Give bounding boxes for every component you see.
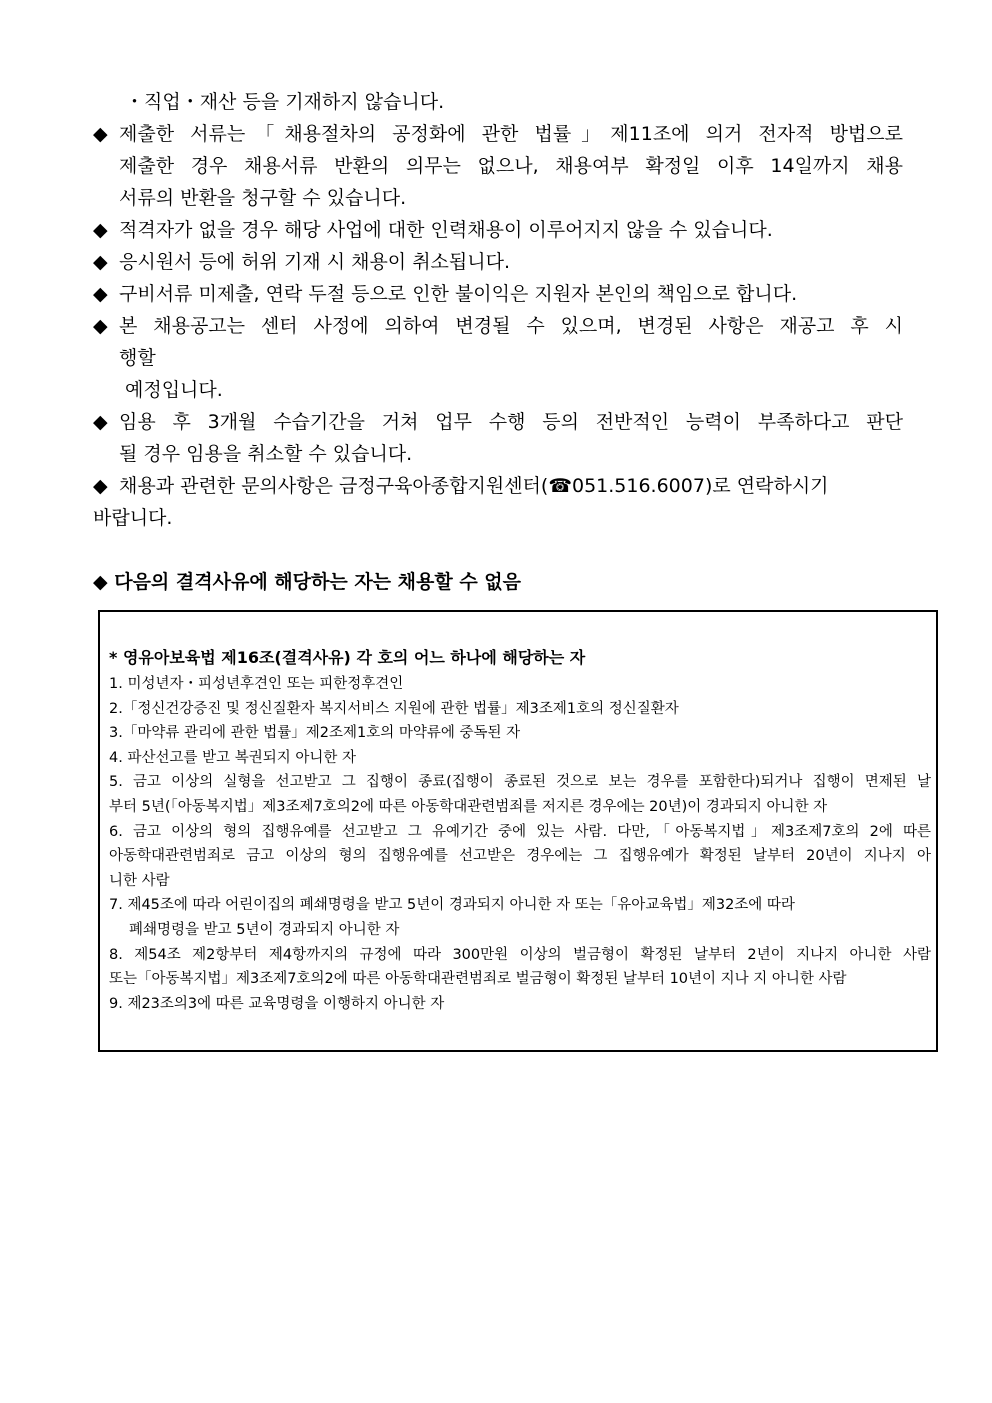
notice-item: ◆ 응시원서 등에 허위 기재 시 채용이 취소됩니다. [93,246,903,278]
notice-item: ◆ 구비서류 미제출, 연락 두절 등으로 인한 불이익은 지원자 본인의 책임으로 합니다. [93,278,903,310]
diamond-bullet-icon: ◆ [93,475,108,497]
notice-item: ◆ 제출한 서류는「채용절차의 공정화에 관한 법률」제11조에 의거 전자적 방법으로 [93,118,903,150]
list-item-cont: 니한 사람 [109,872,170,889]
notice-continuation: ・직업・재산 등을 기재하지 않습니다. [125,91,445,113]
notice-list [93,86,903,534]
list-item: 2.「정신건강증진 및 정신질환자 복지서비스 지원에 관한 법률」제3조제1호의 정신질환자 [109,700,679,717]
notice-item-cont: 제출한 경우 채용서류 반환의 의무는 없으나, 채용여부 확정일 이후 14일까지 채용 [119,155,903,177]
notice-item-cont: 서류의 반환을 청구할 수 있습니다. [119,187,407,209]
diamond-bullet-icon: ◆ [93,283,108,305]
diamond-bullet-icon: ◆ [93,123,108,145]
list-item: 6. 금고 이상의 형의 집행유예를 선고받고 그 유예기간 중에 있는 사람. 다만,「아동복지법」제3조제7호의 2에 따른 [109,823,931,840]
disqualification-content [109,644,931,1016]
notice-item-cont: 행할 [119,347,156,369]
notice-item: ◆ 본 채용공고는 센터 사정에 의하여 변경될 수 있으며, 변경된 사항은 재공고 후 시 [93,310,903,342]
disqualification-box [98,610,938,1052]
list-item-cont: 아동학대관련범죄로 금고 이상의 형의 집행유예를 선고받은 경우에는 그 집행유예가 확정된 날부터 20년이 지나지 아 [109,848,931,865]
list-item: 1. 미성년자・피성년후견인 또는 피한정후견인 [109,676,404,692]
notice-item: ◆ 임용 후 3개월 수습기간을 거쳐 업무 수행 등의 전반적인 능력이 부족하다고 판단 [93,406,903,438]
list-item-cont: 폐쇄명령을 받고 5년이 경과되지 아니한 자 [129,921,400,938]
diamond-bullet-icon: ◆ [93,315,108,337]
list-item: 4. 파산선고를 받고 복권되지 아니한 자 [109,749,356,766]
disqualification-heading: ◆ 다음의 결격사유에 해당하는 자는 채용할 수 없음 [93,571,521,593]
list-item: 3.「마약류 관리에 관한 법률」제2조제1호의 마약류에 중독된 자 [109,725,521,742]
list-item: 5. 금고 이상의 실형을 선고받고 그 집행이 종료(집행이 종료된 것으로 보는 경우를 포함한다)되거나 집행이 면제된 날 [109,774,931,791]
diamond-bullet-icon: ◆ [93,219,108,241]
notice-item-cont: 될 경우 임용을 취소할 수 있습니다. [119,443,413,465]
list-item: 7. 제45조에 따라 어린이집의 폐쇄명령을 받고 5년이 경과되지 아니한 자 또는「유아교육법」제32조에 따라 [109,897,795,914]
notice-item-cont: 바랍니다. [93,507,173,529]
notice-item-cont: 예정입니다. [125,379,223,401]
notice-item: ◆ 채용과 관련한 문의사항은 금정구육아종합지원센터(☎051.516.6007)로 연락하시기 [93,470,903,502]
list-item-cont: 또는「아동복지법」제3조제7호의2에 따른 아동학대관련범죄로 벌금형이 확정된 날부터 10년이 지나 지 아니한 사람 [109,971,847,988]
list-item: 8. 제54조 제2항부터 제4항까지의 규정에 따라 300만원 이상의 벌금형이 확정된 날부터 2년이 지나지 아니한 사람 [109,946,931,963]
list-item: 9. 제23조의3에 따른 교육명령을 이행하지 아니한 자 [109,995,445,1012]
diamond-bullet-icon: ◆ [93,251,108,273]
notice-item: ◆ 적격자가 없을 경우 해당 사업에 대한 인력채용이 이루어지지 않을 수 있습니다. [93,214,903,246]
list-item-cont: 부터 5년(「아동복지법」제3조제7호의2에 따른 아동학대관련범죄를 저지른 경우에는 20년)이 경과되지 아니한 자 [109,798,828,815]
diamond-bullet-icon: ◆ [93,411,108,433]
disqualification-title: * 영유아보육법 제16조(결격사유) 각 호의 어느 하나에 해당하는 자 [109,648,586,667]
